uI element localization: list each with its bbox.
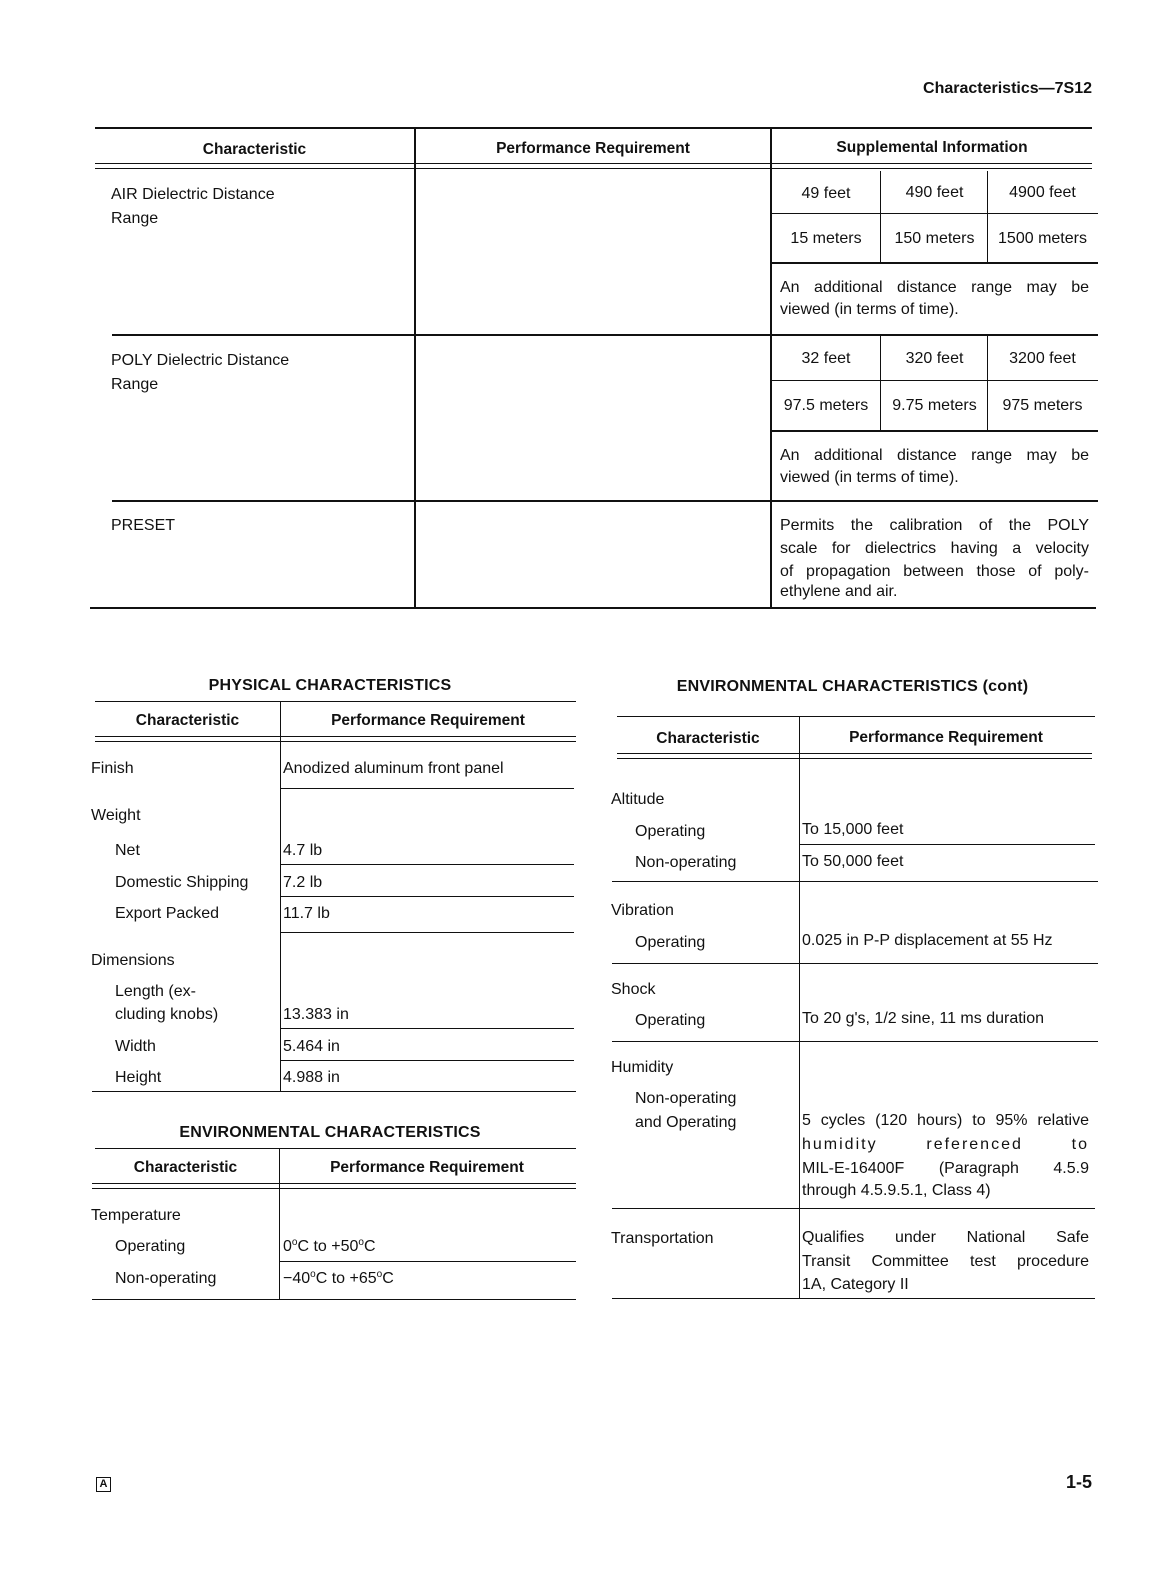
- preset-info-line3: of propagation between those of poly-: [780, 563, 1089, 580]
- temp-operating-label: Operating: [115, 1238, 186, 1255]
- altitude-nonoperating-value: To 50,000 feet: [802, 853, 904, 870]
- length-label-line2: cluding knobs): [115, 1006, 219, 1023]
- height-value: 4.988 in: [283, 1069, 340, 1086]
- environmental-cont-col-characteristic: Characteristic: [656, 730, 760, 747]
- poly-meters-2: 9.75 meters: [892, 397, 977, 414]
- export-packed-value: 11.7 lb: [283, 905, 330, 922]
- poly-note-line1: An additional distance range may be: [780, 447, 1089, 464]
- air-feet-1: 49 feet: [801, 185, 851, 202]
- preset-info-line2: scale for dielectrics having a velocity: [780, 540, 1089, 557]
- air-note-line1: An additional distance range may be: [780, 279, 1089, 296]
- finish-label: Finish: [91, 760, 134, 777]
- vibration-operating-value: 0.025 in P-P displacement at 55 Hz: [802, 932, 1053, 949]
- humidity-label: Humidity: [611, 1059, 674, 1076]
- transportation-value-line2: Transit Committee test procedure: [802, 1253, 1089, 1270]
- poly-meters-1: 97.5 meters: [783, 397, 869, 414]
- preset-label: PRESET: [111, 517, 176, 534]
- width-label: Width: [115, 1038, 156, 1055]
- preset-info-line4: ethylene and air.: [780, 583, 898, 600]
- poly-feet-3: 3200 feet: [1009, 350, 1076, 367]
- altitude-nonoperating-label: Non-operating: [635, 854, 737, 871]
- air-feet-2: 490 feet: [905, 184, 964, 201]
- physical-col-requirement: Performance Requirement: [331, 712, 525, 729]
- domestic-shipping-label: Domestic Shipping: [115, 874, 249, 891]
- dimensions-label: Dimensions: [91, 952, 175, 969]
- environmental-cont-col-requirement: Performance Requirement: [849, 729, 1043, 746]
- air-label-line2: Range: [111, 210, 159, 227]
- air-meters-3: 1500 meters: [998, 230, 1087, 247]
- publication-mark-icon: A: [96, 1477, 111, 1492]
- transportation-value-line3: 1A, Category II: [802, 1276, 909, 1293]
- poly-label-line1: POLY Dielectric Distance: [111, 352, 290, 369]
- humidity-condition-line1: Non-operating: [635, 1090, 737, 1107]
- col-header-performance: Performance Requirement: [496, 140, 690, 157]
- temperature-label: Temperature: [91, 1207, 181, 1224]
- environmental-title: ENVIRONMENTAL CHARACTERISTICS: [179, 1124, 481, 1141]
- length-value: 13.383 in: [283, 1006, 349, 1023]
- export-packed-label: Export Packed: [115, 905, 220, 922]
- altitude-operating-label: Operating: [635, 823, 706, 840]
- transportation-label: Transportation: [611, 1230, 714, 1247]
- page-number: 1-5: [1065, 1472, 1092, 1492]
- air-feet-3: 4900 feet: [1009, 184, 1076, 201]
- poly-label-line2: Range: [111, 376, 159, 393]
- poly-feet-1: 32 feet: [801, 350, 851, 367]
- shock-operating-label: Operating: [635, 1012, 706, 1029]
- altitude-label: Altitude: [611, 791, 665, 808]
- air-note-line2: viewed (in terms of time).: [780, 301, 959, 318]
- temp-nonoperating-label: Non-operating: [115, 1270, 217, 1287]
- humidity-value-line1: 5 cycles (120 hours) to 95% relative: [802, 1112, 1089, 1129]
- domestic-shipping-value: 7.2 lb: [283, 874, 323, 891]
- altitude-operating-value: To 15,000 feet: [802, 821, 904, 838]
- weight-label: Weight: [91, 807, 141, 824]
- physical-col-characteristic: Characteristic: [135, 712, 240, 729]
- environmental-col-characteristic: Characteristic: [133, 1159, 238, 1176]
- preset-info-line1: Permits the calibration of the POLY: [780, 517, 1089, 534]
- humidity-value-line2: humidity referenced to: [802, 1136, 1089, 1153]
- running-title: Characteristics—7S12: [923, 80, 1092, 97]
- shock-label: Shock: [611, 981, 656, 998]
- col-header-characteristic: Characteristic: [202, 141, 307, 158]
- finish-value: Anodized aluminum front panel: [283, 760, 504, 777]
- poly-meters-3: 975 meters: [1002, 397, 1083, 414]
- poly-note-line2: viewed (in terms of time).: [780, 469, 959, 486]
- col-header-supplemental: Supplemental Information: [836, 139, 1028, 156]
- air-label-line1: AIR Dielectric Distance: [111, 186, 275, 203]
- poly-feet-2: 320 feet: [905, 350, 964, 367]
- net-label: Net: [115, 842, 140, 859]
- environmental-cont-title: ENVIRONMENTAL CHARACTERISTICS (cont): [676, 678, 1029, 695]
- width-value: 5.464 in: [283, 1038, 340, 1055]
- shock-operating-value: To 20 g's, 1/2 sine, 11 ms duration: [802, 1010, 1045, 1027]
- height-label: Height: [115, 1069, 162, 1086]
- humidity-value-line3: MIL-E-16400F (Paragraph 4.5.9: [802, 1160, 1089, 1177]
- air-meters-1: 15 meters: [790, 230, 862, 247]
- vibration-label: Vibration: [611, 902, 674, 919]
- physical-title: PHYSICAL CHARACTERISTICS: [208, 677, 452, 694]
- net-value: 4.7 lb: [283, 842, 323, 859]
- temp-operating-value: 0$^o$C to $+50^oC$: [283, 1237, 376, 1255]
- transportation-value-line1: Qualifies under National Safe: [802, 1229, 1089, 1246]
- humidity-value-line4: through 4.5.9.5.1, Class 4): [802, 1182, 991, 1199]
- air-meters-2: 150 meters: [894, 230, 975, 247]
- temp-nonoperating-value: $-40^oC$ to $+65^oC$: [283, 1269, 394, 1287]
- environmental-col-requirement: Performance Requirement: [330, 1159, 524, 1176]
- vibration-operating-label: Operating: [635, 934, 706, 951]
- length-label-line1: Length (ex-: [115, 983, 196, 1000]
- humidity-condition-line2: and Operating: [635, 1114, 737, 1131]
